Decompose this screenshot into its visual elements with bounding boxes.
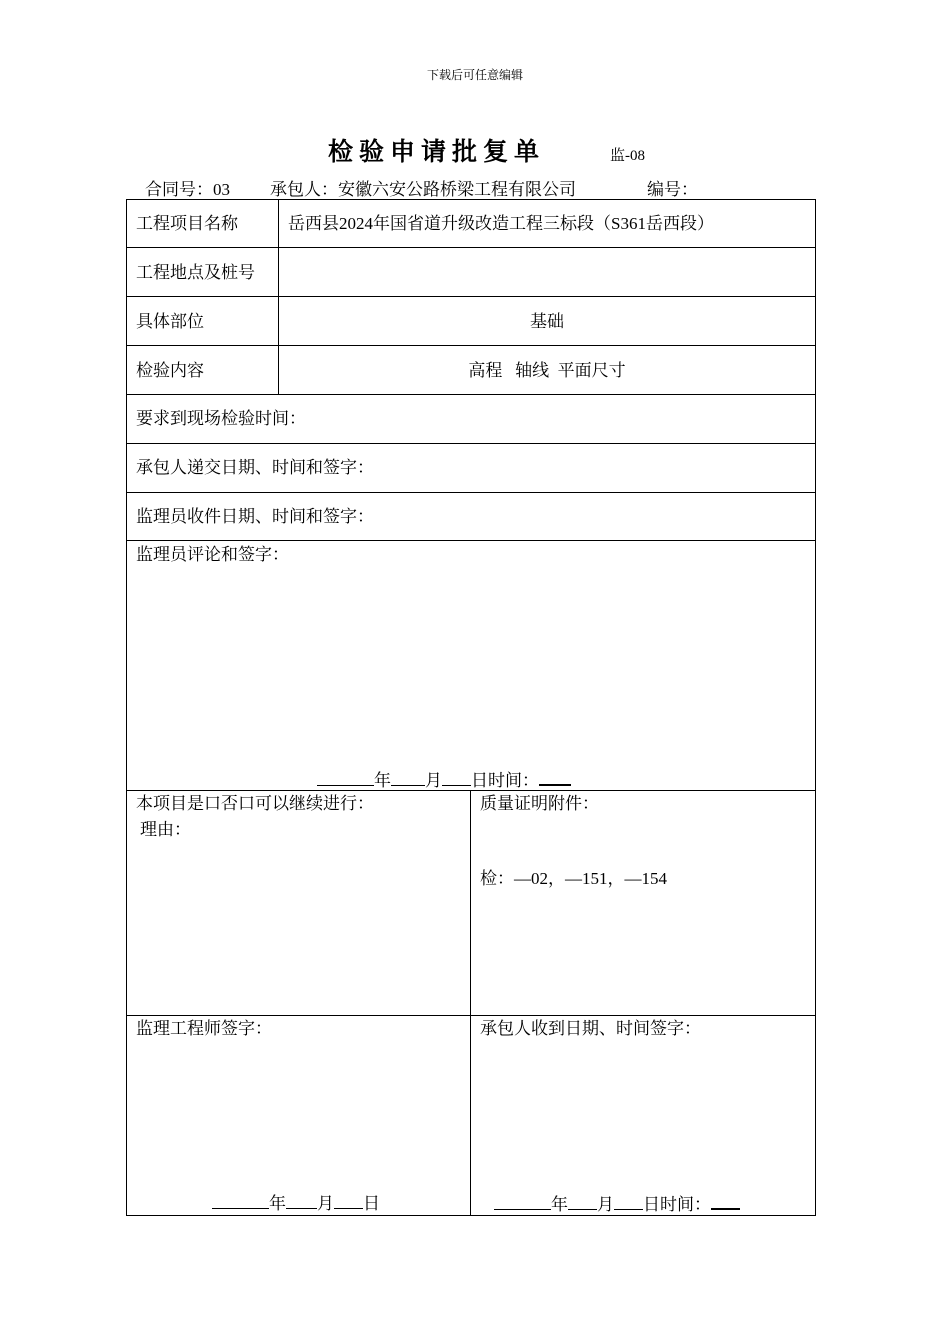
proceed-label[interactable]: 本项目是口否口可以继续进行： — [136, 794, 374, 813]
form-code: 监-08 — [610, 148, 645, 164]
attachments-value: 检：—02，—151，—154 — [480, 869, 667, 888]
comment-label[interactable]: 监理员评论和签字： — [136, 545, 289, 564]
attachments-label: 质量证明附件： — [480, 794, 599, 813]
header-note: 下载后可任意编辑 — [426, 68, 523, 82]
project-name-label: 工程项目名称 — [136, 214, 238, 233]
content-label: 检验内容 — [136, 361, 204, 380]
form-title: 检验申请批复单 — [328, 137, 546, 166]
location-label: 工程地点及桩号 — [136, 263, 255, 282]
content-value[interactable]: 高程 轴线 平面尺寸 — [468, 361, 626, 380]
part-value[interactable]: 基础 — [530, 312, 564, 331]
comment-date-line[interactable]: 年 月 日时间： — [317, 767, 571, 792]
title-row — [0, 132, 950, 166]
receive-label[interactable]: 监理员收件日期、时间和签字： — [136, 507, 374, 526]
form-info-row — [145, 175, 825, 197]
site-time-label[interactable]: 要求到现场检验时间： — [136, 409, 306, 428]
reason-label[interactable]: 理由： — [140, 820, 191, 839]
part-label: 具体部位 — [136, 312, 204, 331]
contract-number: 合同号：03 — [145, 180, 230, 199]
contractor-name: 承包人：安徽六安公路桥梁工程有限公司 — [270, 180, 576, 199]
contractor-receipt-label[interactable]: 承包人收到日期、时间签字： — [480, 1019, 701, 1038]
submit-label[interactable]: 承包人递交日期、时间和签字： — [136, 458, 374, 477]
serial-number[interactable]: 编号： — [647, 180, 698, 199]
engineer-date-line[interactable]: 年 月 日 — [212, 1191, 380, 1215]
engineer-sign-label[interactable]: 监理工程师签字： — [136, 1019, 272, 1038]
project-name-value[interactable]: 岳西县2024年国省道升级改造工程三标段（S361岳西段） — [288, 214, 714, 233]
contractor-date-line[interactable]: 年 月 日时间： — [494, 1191, 740, 1216]
